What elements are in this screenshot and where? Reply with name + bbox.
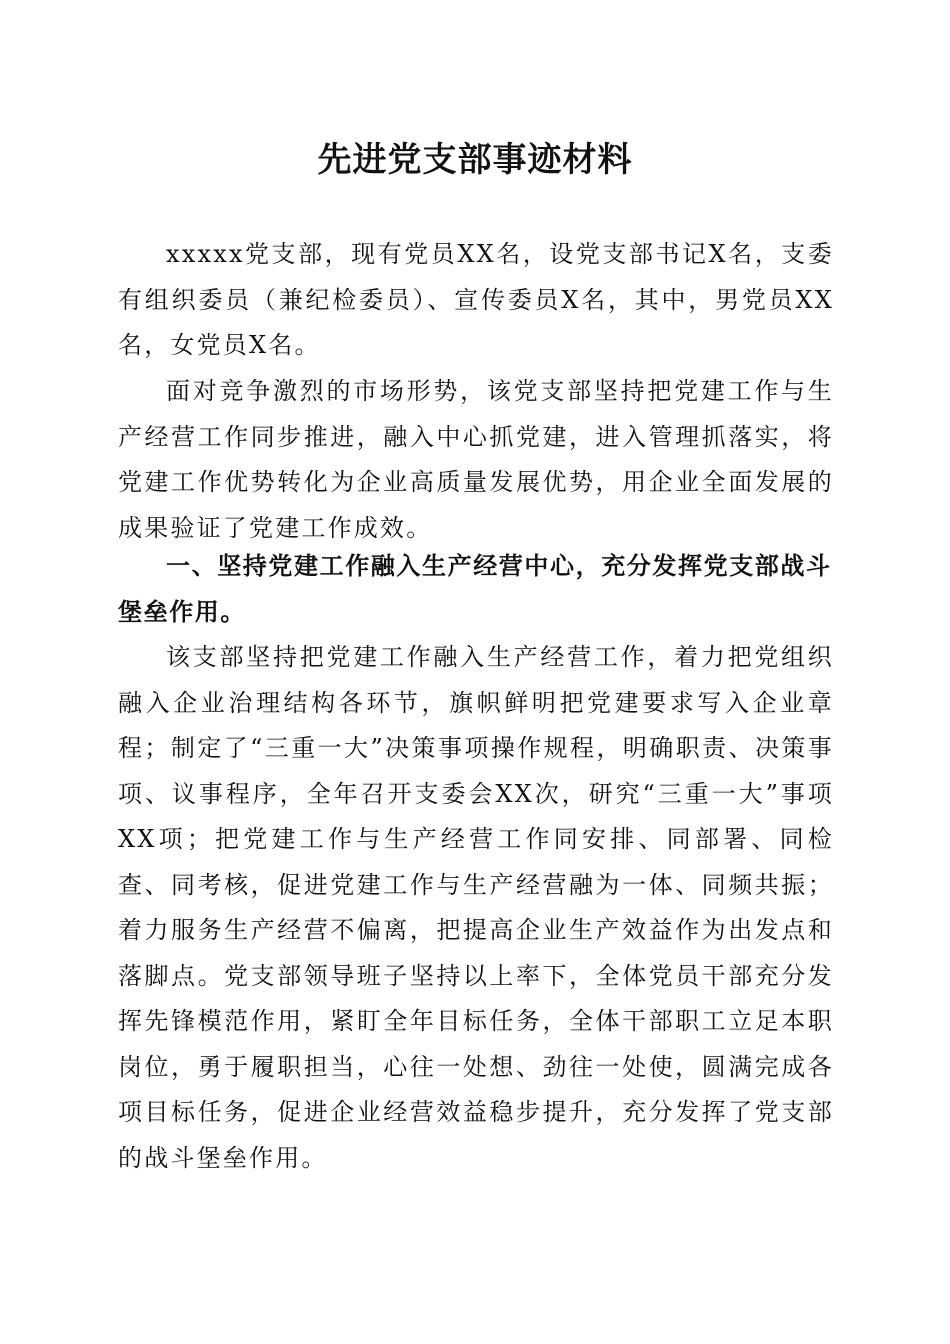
section-paragraph: 该支部坚持把党建工作融入生产经营工作，着力把党组织融入企业治理结构各环节，旗帜鲜明把党建要求写入企业章程；制定了“三重一大”决策事项操作规程，明确职责、决策事项、议事程序，全年召开支委会XX次，研究“三重一大”事项XX项；把党建工作与生产经营工作同安排、同部署、同检查、同考核，促进党建工作与生产经营融为一体、同频共振；着力服务生产经营不偏离，把提高企业生产效益作为出发点和落脚点。党支部领导班子坚持以上率下，全体党员干部充分发挥先锋模范作用，紧盯全年目标任务，全体干部职工立足本职岗位，勇于履职担当，心往一处想、劲往一处使，圆满完成各项目标任务，促进企业经营效益稳步提升，充分发挥了党支部的战斗堡垒作用。 bbox=[118, 643, 834, 1172]
section-heading: 一、坚持党建工作融入生产经营中心，充分发挥党支部战斗堡垒作用。 bbox=[118, 552, 832, 626]
overview-paragraph: 面对竞争激烈的市场形势，该党支部坚持把党建工作与生产经营工作同步推进，融入中心抓党建，进入管理抓落实，将党建工作优势转化为企业高质量发展优势，用企业全面发展的成果验证了党建工作成效。 bbox=[118, 377, 834, 542]
intro-paragraph: xxxxx党支部，现有党员XX名，设党支部书记X名，支委有组织委员（兼纪检委员）、宣传委员X名，其中，男党员XX名，女党员X名。 bbox=[118, 240, 834, 359]
document-title: 先进党支部事迹材料 bbox=[317, 140, 633, 180]
